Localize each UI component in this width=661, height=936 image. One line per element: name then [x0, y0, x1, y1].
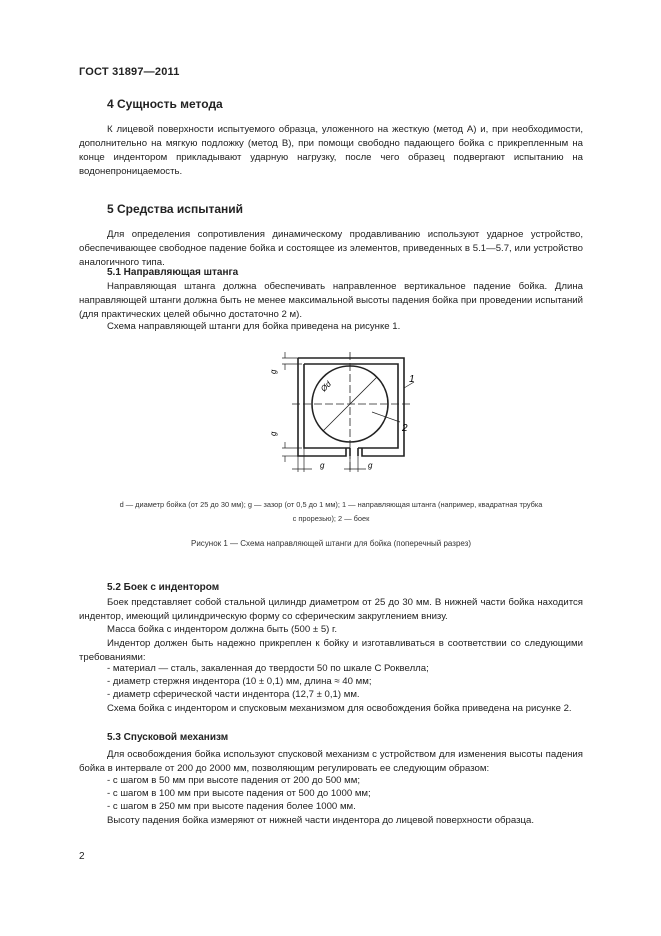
gap-label-left: g: [269, 431, 278, 436]
callout-1: 1: [409, 374, 415, 385]
list-item: - с шагом в 100 мм при высоте падения от 500 до 1000 мм;: [107, 788, 371, 799]
gap-label-bottom-left: g: [320, 461, 325, 470]
gap-label-bottom-right: g: [368, 461, 373, 470]
subsection-5-1-paragraph-1: Направляющая штанга должна обеспечивать направленное вертикальное падение бойка. Длина направляющей штанги должна быть не менее максимальной высоты падения бойка при проведении испытаний (для практических целей обычно достаточно 2 м).: [79, 281, 583, 320]
section-4-paragraph: К лицевой поверхности испытуемого образца, уложенного на жесткую (метод А) и, при необходимости, дополнительно на мягкую подложку (метод В), при помощи свободно падающего бойка с прикрепленным на конце индентором прикладывают ударную нагрузку, после чего образец подвергают испытанию на водонепроницаемость.: [79, 124, 583, 177]
section-5-paragraph: Для определения сопротивления динамическому продавливанию используют ударное устройство, обеспечивающее свободное падение бойка и состоящее из элементов, приведенных в 5.1—5.7, или устройство аналогичного типа.: [79, 229, 583, 268]
page-number: 2: [79, 851, 85, 862]
list-item: - с шагом в 50 мм при высоте падения от 200 до 500 мм;: [107, 775, 361, 786]
figure-1-diagram: [268, 352, 418, 478]
subsection-5-3-paragraph-1: Для освобождения бойка используют спусковой механизм с устройством для изменения высоты падения бойка в интервале от 200 до 2000 мм, позволяющим регулировать ее следующим образом:: [79, 749, 583, 774]
subsection-5-1-title: 5.1 Направляющая штанга: [107, 267, 239, 278]
gap-label-top: g: [269, 369, 278, 374]
document-header: ГОСТ 31897—2011: [79, 66, 180, 78]
section-4-title: 4 Сущность метода: [107, 97, 223, 111]
guide-rod-inner: [304, 364, 398, 448]
subsection-5-1-paragraph-2: Схема направляющей штанги для бойка приведена на рисунке 1.: [107, 321, 401, 332]
section-5-title: 5 Средства испытаний: [107, 202, 244, 216]
diameter-label: Ød: [319, 379, 333, 394]
subsection-5-2-paragraph-3: Индентор должен быть надежно прикреплен к бойку и изготавливаться в соответствии со следующими требованиями:: [79, 638, 583, 663]
callout-2: 2: [402, 423, 408, 434]
subsection-5-2-paragraph-1: Боек представляет собой стальной цилиндр диаметром от 25 до 30 мм. В нижней части бойка находится индентор, имеющий цилиндрическую форму со сферическим закруглением внизу.: [79, 597, 583, 622]
list-item: - материал — сталь, закаленная до твердости 50 по шкале С Роквелла;: [107, 663, 429, 674]
subsection-5-2-paragraph-4: Схема бойка с индентором и спусковым механизмом для освобождения бойка приведена на рисунке 2.: [107, 703, 572, 714]
figure-1-legend-line-2: с прорезью); 2 — боек: [292, 514, 370, 523]
figure-1-legend-line-1: d — диаметр бойка (от 25 до 30 мм); g — зазор (от 0,5 до 1 мм); 1 — направляющая штанга (например, квадратная трубка: [119, 500, 543, 509]
list-item: - диаметр стержня индентора (10 ± 0,1) мм, длина ≈ 40 мм;: [107, 676, 372, 687]
figure-1-caption: Рисунок 1 — Схема направляющей штанги для бойка (поперечный разрез): [190, 539, 472, 548]
subsection-5-2-paragraph-2: Масса бойка с индентором должна быть (500 ± 5) г.: [107, 624, 338, 635]
list-item: - диаметр сферической части индентора (12,7 ± 0,1) мм.: [107, 689, 360, 700]
subsection-5-3-title: 5.3 Спусковой механизм: [107, 732, 229, 743]
list-item: - с шагом в 250 мм при высоте падения более 1000 мм.: [107, 801, 356, 812]
subsection-5-2-title: 5.2 Боек с индентором: [107, 582, 220, 593]
subsection-5-3-paragraph-2: Высоту падения бойка измеряют от нижней части индентора до лицевой поверхности образца.: [107, 815, 534, 826]
